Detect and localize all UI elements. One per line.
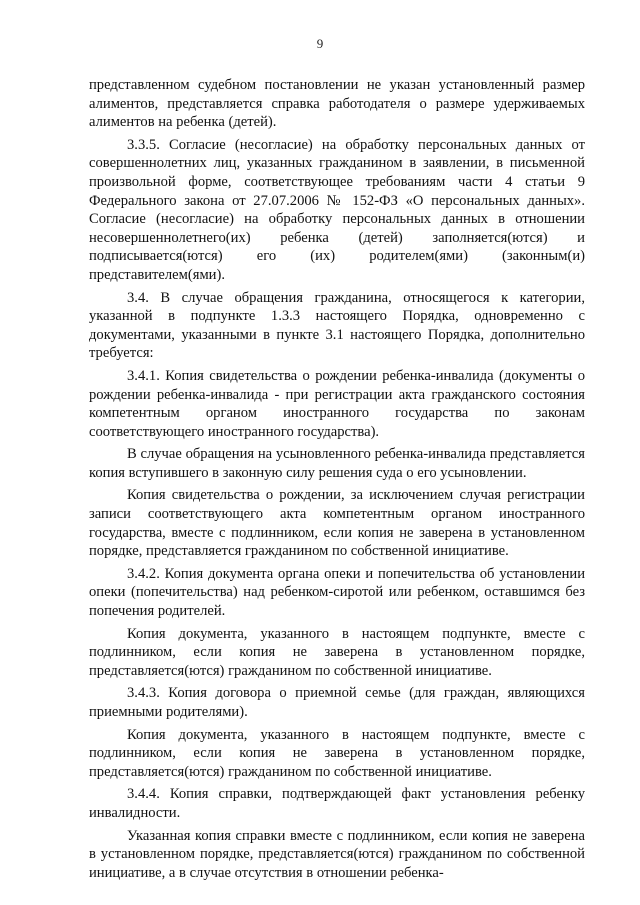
paragraph-3-4-2: 3.4.2. Копия документа органа опеки и попечительства об установлении опеки (попечительства) над ребенком-сиротой или ребенком, оставшимся без попечения родителей. xyxy=(89,565,585,620)
paragraph-foster-contract-copy: Копия документа, указанного в настоящем подпункте, вместе с подлинником, если копия не заверена в установленном порядке, представляется(ются) гражданином по собственной инициативе. xyxy=(89,726,585,780)
paragraph-birth-certificate-copy: Копия свидетельства о рождении, за исключением случая регистрации записи соответствующего акта компетентным органом иностранного государства, вместе с подлинником, если копия не заверена в установленном порядке, представляется гражданином по собственной инициативе. xyxy=(89,487,585,560)
paragraph-continuation: представленном судебном постановлении не указан установленный размер алиментов, представляется справка работодателя о размере удерживаемых алиментов на ребенка (детей). xyxy=(89,77,585,131)
paragraph-3-4: 3.4. В случае обращения гражданина, относящегося к категории, указанной в подпункте 1.3.3 настоящего Порядка, одновременно с документами, указанными в пункте 3.1 настоящего Порядка, дополнительно требуется: xyxy=(89,289,585,362)
paragraph-guardianship-copy: Копия документа, указанного в настоящем подпункте, вместе с подлинником, если копия не заверена в установленном порядке, представляется(ются) гражданином по собственной инициативе. xyxy=(89,625,585,679)
paragraph-3-3-5: 3.3.5. Согласие (несогласие) на обработку персональных данных от совершеннолетних лиц, указанных гражданином в заявлении, в письменной произвольной форме, соответствующее требованиям части 4 статьи 9 Федерального закона от 27.07.2006 № 152-ФЗ «О персональных данных». Согласие (несогласие) на обработку персональных данных в отношении несовершеннолетнего(их) ребенка (детей) заполняется(ются) и подписывается(ются) его (их) родителем(ями) (законным(и) представителем(ями). xyxy=(89,136,585,283)
paragraph-3-4-1: 3.4.1. Копия свидетельства о рождении ребенка-инвалида (документы о рождении ребенка-инвалида - при регистрации акта гражданского состояния компетентным органом иностранного государства по законам соответствующего иностранного государства). xyxy=(89,367,585,440)
page-number: 9 xyxy=(316,36,324,51)
paragraph-3-4-3: 3.4.3. Копия договора о приемной семье (для граждан, являющихся приемными родителями). xyxy=(89,685,585,720)
paragraph-disability-certificate-copy: Указанная копия справки вместе с подлинником, если копия не заверена в установленном порядке, представляется(ются) гражданином по собственной инициативе, а в случае отсутствия в отношении ребенка- xyxy=(89,827,585,881)
paragraph-adoption-case: В случае обращения на усыновленного ребенка-инвалида представляется копия вступившего в законную силу решения суда о его усыновлении. xyxy=(89,446,585,481)
document-body xyxy=(89,76,585,886)
paragraph-3-4-4: 3.4.4. Копия справки, подтверждающей факт установления ребенку инвалидности. xyxy=(89,786,585,821)
